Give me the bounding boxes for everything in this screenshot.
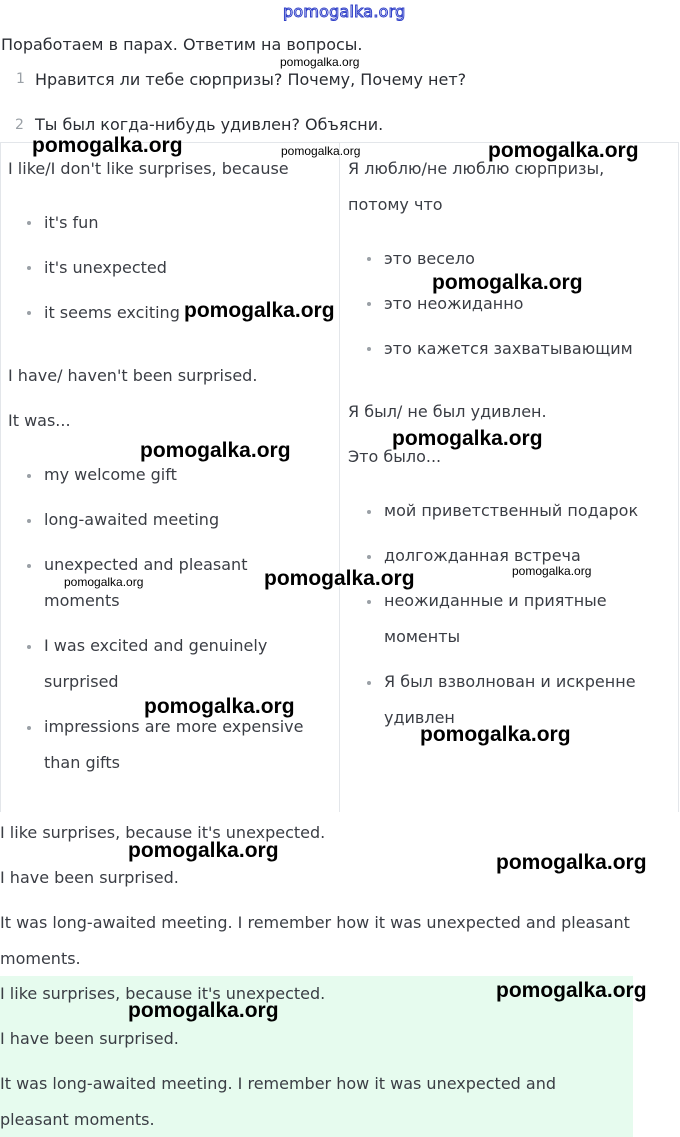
- right-bullet: это весело: [384, 249, 475, 268]
- watermark: pomogalka.org: [488, 139, 639, 162]
- left-bullet: it seems exciting: [44, 303, 180, 322]
- question-text: Нравится ли тебе сюрпризы? Почему, Почему нет?: [35, 70, 467, 89]
- left-bullet: long-awaited meeting: [44, 510, 220, 529]
- watermark: pomogalka.org: [128, 999, 279, 1022]
- bullet-dot: [27, 266, 31, 270]
- question-number: 1: [16, 71, 25, 87]
- bullet-dot: [367, 302, 371, 306]
- watermark: pomogalka.org: [280, 55, 360, 69]
- right-bullet-cont: моменты: [384, 627, 461, 646]
- watermark: pomogalka.org: [128, 839, 279, 862]
- right-bullet: Я был взволнован и искренне: [384, 672, 636, 691]
- right-line: Это было...: [348, 447, 442, 466]
- right-bullet: это неожиданно: [384, 294, 524, 313]
- bullet-dot: [27, 474, 31, 478]
- right-bullet: неожиданные и приятные: [384, 591, 607, 610]
- left-line: It was...: [8, 411, 71, 430]
- bullet-dot: [367, 257, 371, 261]
- watermark: pomogalka.org: [432, 271, 583, 294]
- bullet-dot: [27, 564, 31, 568]
- bullet-dot: [367, 510, 371, 514]
- question-text: Ты был когда-нибудь удивлен? Объясни.: [35, 115, 384, 134]
- answer-line: pleasant moments.: [0, 1110, 155, 1129]
- watermark: pomogalka.org: [281, 144, 361, 158]
- right-bullet: это кажется захватывающим: [384, 339, 633, 358]
- top-watermark: pomogalka.org: [283, 2, 406, 21]
- left-bullet-cont: surprised: [44, 672, 119, 691]
- answer-line: It was long-awaited meeting. I remember how it was unexpected and pleasant: [0, 913, 630, 932]
- answer-line: I like surprises, because it's unexpected.: [0, 984, 326, 1003]
- left-bullet-cont: moments: [44, 591, 120, 610]
- watermark: pomogalka.org: [64, 575, 144, 589]
- bullet-dot: [27, 519, 31, 523]
- answer-line: moments.: [0, 949, 81, 968]
- watermark: pomogalka.org: [184, 299, 335, 322]
- watermark: pomogalka.org: [496, 851, 647, 874]
- right-bullet-cont: удивлен: [384, 708, 455, 727]
- left-bullet-cont: than gifts: [44, 753, 121, 772]
- answer-line: I have been surprised.: [0, 868, 179, 887]
- intro-text: Поработаем в парах. Ответим на вопросы.: [1, 35, 363, 54]
- watermark: pomogalka.org: [144, 695, 295, 718]
- right-line: потому что: [348, 195, 443, 214]
- watermark: pomogalka.org: [140, 439, 291, 462]
- right-line: Я был/ не был удивлен.: [348, 402, 547, 421]
- right-bullet: долгожданная встреча: [384, 546, 581, 565]
- left-bullet: impressions are more expensive: [44, 717, 304, 736]
- bullet-dot: [367, 347, 371, 351]
- left-line: I have/ haven't been surprised.: [8, 366, 258, 385]
- left-line: I like/I don't like surprises, because: [8, 159, 289, 178]
- answer-line: It was long-awaited meeting. I remember how it was unexpected and: [0, 1074, 556, 1093]
- bullet-dot: [27, 726, 31, 730]
- bullet-dot: [367, 681, 371, 685]
- answer-line: I like surprises, because it's unexpected.: [0, 823, 326, 842]
- bullet-dot: [27, 311, 31, 315]
- left-bullet: unexpected and pleasant: [44, 555, 248, 574]
- bullet-dot: [367, 555, 371, 559]
- bullet-dot: [27, 645, 31, 649]
- watermark: pomogalka.org: [264, 567, 415, 590]
- left-bullet: my welcome gift: [44, 465, 177, 484]
- left-bullet: it's unexpected: [44, 258, 167, 277]
- watermark: pomogalka.org: [32, 134, 183, 157]
- left-bullet: I was excited and genuinely: [44, 636, 268, 655]
- answer-line: I have been surprised.: [0, 1029, 179, 1048]
- watermark: pomogalka.org: [512, 564, 592, 578]
- right-bullet: мой приветственный подарок: [384, 501, 639, 520]
- watermark: pomogalka.org: [496, 979, 647, 1002]
- table-column-divider: [339, 142, 340, 812]
- right-line: Я люблю/не люблю сюрпризы,: [348, 159, 605, 178]
- left-bullet: it's fun: [44, 213, 99, 232]
- watermark: pomogalka.org: [420, 723, 571, 746]
- question-number: 2: [15, 117, 24, 133]
- watermark: pomogalka.org: [392, 427, 543, 450]
- bullet-dot: [27, 221, 31, 225]
- bullet-dot: [367, 600, 371, 604]
